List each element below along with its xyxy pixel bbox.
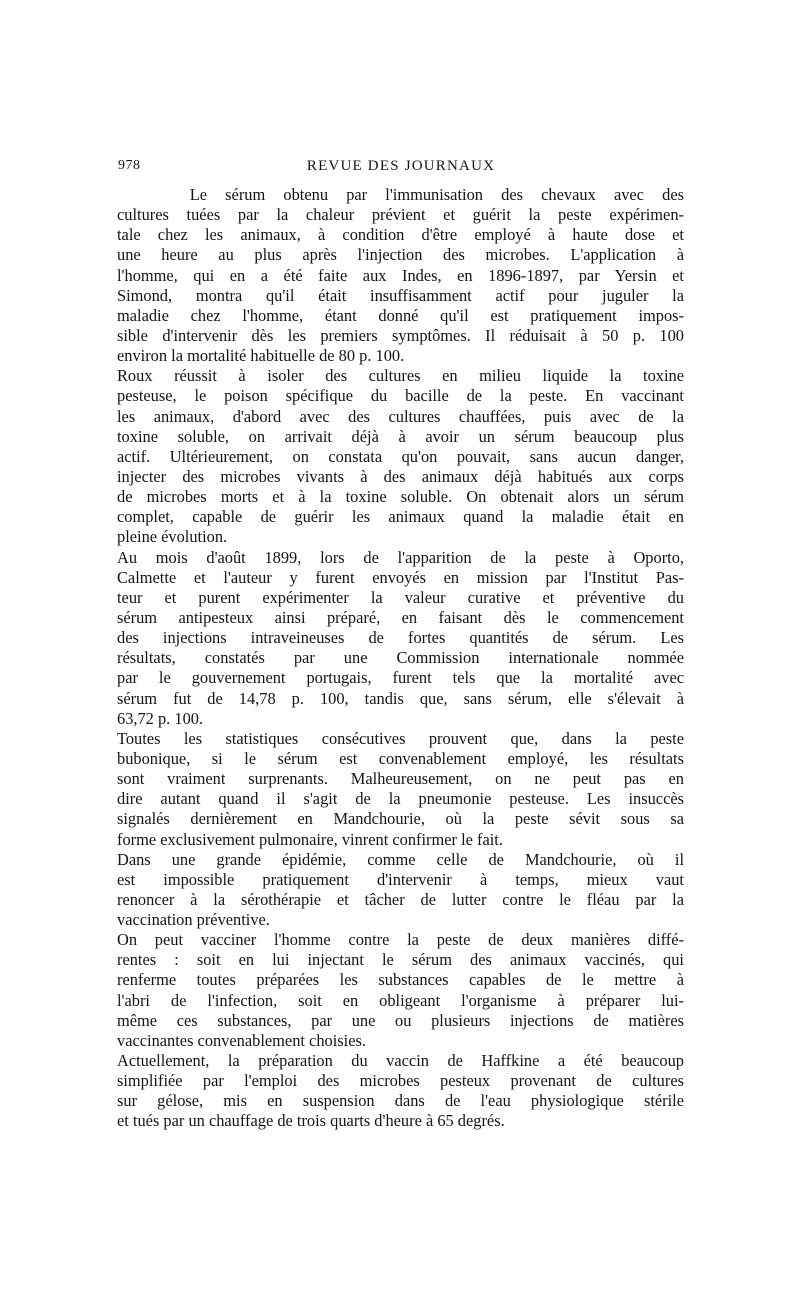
text-line: est impossible pratiquement d'intervenir à temps, mieux vaut [117,869,684,889]
text-line: Dans une grande épidémie, comme celle de Mandchourie, où il [117,849,684,869]
text-line: sérum antipesteux ainsi préparé, en faisant dès le commencement [117,607,684,627]
text-line: maladie chez l'homme, étant donné qu'il est pratiquement impos- [117,305,684,325]
text-line: signalés dernièrement en Mandchourie, où la peste sévit sous sa [117,809,684,829]
text-line: Actuellement, la préparation du vaccin de Haffkine a été beaucoup [117,1051,684,1071]
text-line: par le gouvernement portugais, furent tels que la mortalité avec [117,668,684,688]
text-line: Le sérum obtenu par l'immunisation des chevaux avec des [117,185,684,204]
text-line: une heure au plus après l'injection des microbes. L'application à [117,245,684,265]
text-line: et tués par un chauffage de trois quarts d'heure à 65 degrés. [117,1111,505,1131]
text-line: pesteuse, le poison spécifique du bacille de la peste. En vaccinant [117,386,684,406]
text-line: cultures tuées par la chaleur prévient et guérit la peste expérimen- [117,205,684,225]
text-line: tale chez les animaux, à condition d'être employé à haute dose et [117,225,684,245]
text-line: renferme toutes préparées les substances capables de le mettre à [117,970,684,990]
text-line: Au mois d'août 1899, lors de l'apparition de la peste à Oporto, [117,547,684,567]
running-head [118,158,684,180]
body-text [117,185,684,1132]
text-line: On peut vacciner l'homme contre la peste de deux manières diffé- [117,930,684,950]
text-line: toxine soluble, on arrivait déjà à avoir un sérum beaucoup plus [117,426,684,446]
text-line: pleine évolution. [117,527,228,547]
text-line: de microbes morts et à la toxine soluble. On obtenait alors un sérum [117,487,684,507]
text-line: injecter des microbes vivants à des animaux déjà habitués aux corps [117,466,684,486]
text-line: sont vraiment surprenants. Malheureusement, on ne peut pas en [117,769,684,789]
text-line: Roux réussit à isoler des cultures en milieu liquide la toxine [117,366,684,386]
text-line: sur gélose, mis en suspension dans de l'eau physiologique stérile [117,1091,684,1111]
text-line: environ la mortalité habituelle de 80 p. 100. [117,346,405,366]
journal-title: REVUE DES JOURNAUX [306,158,496,174]
text-line: sible d'intervenir dès les premiers symptômes. Il réduisait à 50 p. 100 [117,325,684,345]
text-line: Calmette et l'auteur y furent envoyés en mission par l'Institut Pas- [117,567,684,587]
text-line: simplifiée par l'emploi des microbes pesteux provenant de cultures [117,1071,684,1091]
text-line: forme exclusivement pulmonaire, vinrent confirmer le fait. [117,829,503,849]
text-line: les animaux, d'abord avec des cultures chauffées, puis avec de la [117,406,684,426]
text-line: complet, capable de guérir les animaux quand la maladie était en [117,507,684,527]
text-line: 63,72 p. 100. [117,708,204,728]
text-line: résultats, constatés par une Commission internationale nommée [117,648,684,668]
text-line: l'homme, qui en a été faite aux Indes, en 1896-1897, par Yersin et [117,265,684,285]
text-line: dire autant quand il s'agit de la pneumonie pesteuse. Les insuccès [117,789,684,809]
text-line: vaccinantes convenablement choisies. [117,1030,366,1050]
text-line: vaccination préventive. [117,910,270,930]
text-line: rentes : soit en lui injectant le sérum des animaux vaccinés, qui [117,950,684,970]
text-line: l'abri de l'infection, soit en obligeant l'organisme à préparer lui- [117,990,684,1010]
page-number: 978 [118,158,141,173]
text-line: même ces substances, par une ou plusieurs injections de matières [117,1010,684,1030]
text-line: actif. Ultérieurement, on constata qu'on pouvait, sans aucun danger, [117,446,684,466]
text-line: bubonique, si le sérum est convenablement employé, les résultats [117,748,684,768]
text-line: sérum fut de 14,78 p. 100, tandis que, sans sérum, elle s'élevait à [117,688,684,708]
text-line: teur et purent expérimenter la valeur curative et préventive du [117,587,684,607]
text-line: Simond, montra qu'il était insuffisamment actif pour juguler la [117,285,684,305]
text-line: Toutes les statistiques consécutives prouvent que, dans la peste [117,728,684,748]
text-line: des injections intraveineuses de fortes quantités de sérum. Les [117,628,684,648]
text-line: renoncer à la sérothérapie et tâcher de lutter contre le fléau par la [117,889,684,909]
